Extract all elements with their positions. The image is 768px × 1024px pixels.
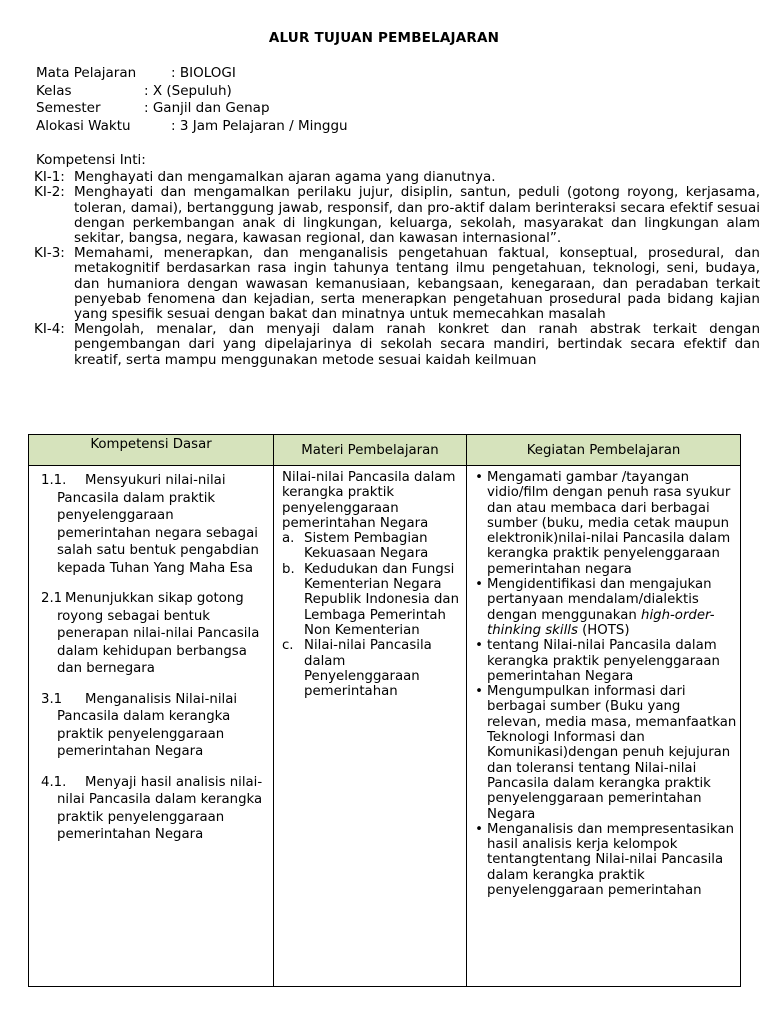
list-item	[282, 531, 460, 562]
list-item	[471, 822, 738, 898]
bullet-icon: •	[475, 577, 483, 593]
ki-text: Menghayati dan mengamalkan ajaran agama yang dianutnya.	[74, 169, 496, 186]
header-kompetensi-dasar: Kompetensi Dasar	[29, 435, 274, 466]
ki-text: Menghayati dan mengamalkan perilaku jujur, disiplin, santun, peduli (gotong royong, kerjasama, toleran, damai), bertanggung jawab, responsif, dan pro-aktif dalam berinteraksi secara efektif sesuai dengan perkembangan anak di lingkungan, keluarga, sekolah, masyarakat dan lingkungan alam sekitar, bangsa, negara, kawasan regional, dan kawasan internasional”.	[74, 184, 760, 247]
list-item	[471, 684, 738, 822]
kegiatan-list	[471, 470, 738, 898]
list-item	[471, 577, 738, 638]
list-text: Mengumpulkan informasi dari berbagai sumber (Buku yang relevan, media masa, memanfaatkan Teknologi Informasi dan Komunikasi)dengan penuh kejujuran dan toleransi tentang Nilai-nilai Pancasila dalam kerangka praktik penyelenggaraan pemerintahan Negara	[487, 684, 737, 822]
meta-label: Semester	[36, 100, 101, 117]
ki-text: Memahami, menerapkan, dan menganalisis pengetahuan faktual, konseptual, prosedural, dan metakognitif berdasarkan rasa ingin tahunya tentang ilmu pengetahuan, teknologi, seni, budaya, dan humaniora dengan wawasan kemanusiaan, kebangsaan, kenegaraan, dan peradaban terkait penyebab fenomena dan kejadian, serta menerapkan pengetahuan prosedural pada bidang kajian yang spesifik sesuai dengan bakat dan minatnya untuk memecahkan masalah	[74, 245, 760, 323]
bullet-icon: •	[475, 821, 483, 837]
list-letter: c.	[282, 638, 294, 654]
kd-text: Menganalisis Nilai-nilai Pancasila dalam kerangka praktik penyelenggaraan pemerintahan Negara	[57, 691, 238, 759]
kd-number: 2.1	[41, 591, 63, 606]
core-competencies-heading: Kompetensi Inti:	[36, 152, 146, 168]
kd-item	[35, 691, 267, 761]
meta-value: : X (Sepuluh)	[144, 82, 232, 99]
materi-cell	[274, 466, 467, 987]
list-text: Nilai-nilai Pancasila dalam Penyelenggaraan pemerintahan	[304, 638, 432, 700]
materi-intro: Nilai-nilai Pancasila dalam kerangka praktik penyelenggaraan pemerintahan Negara	[282, 470, 456, 531]
table-header-row	[29, 435, 741, 466]
ki-text: Mengolah, menalar, dan menyaji dalam ranah konkret dan ranah abstrak terkait dengan pengembangan dari yang dipelajarinya di sekolah secara mandiri, bertindak secara efektif dan kreatif, serta mampu menggunakan metode sesuai kaidah keilmuan	[74, 321, 760, 368]
kd-text: Menunjukkan sikap gotong royong sebagai bentuk penerapan nilai-nilai Pancasila dalam kehidupan berbangsa dan bernegara	[57, 591, 260, 676]
list-item	[282, 638, 460, 699]
list-item	[471, 638, 738, 684]
kd-item	[35, 472, 267, 577]
list-item	[471, 470, 738, 577]
ki-item	[36, 246, 760, 322]
bullet-icon: •	[475, 470, 483, 485]
header-materi: Materi Pembelajaran	[274, 435, 467, 466]
ki-number: KI-3:	[34, 245, 65, 262]
table-row	[29, 466, 741, 987]
kd-number: 3.1	[41, 691, 63, 707]
ki-item	[36, 170, 760, 185]
kd-text: Menyaji hasil analisis nilai-nilai Pancasila dalam kerangka praktik penyelenggaraan pemerintahan Negara	[57, 774, 263, 842]
meta-value: : BIOLOGI	[171, 65, 236, 81]
meta-label: Kelas	[36, 82, 72, 99]
meta-label: Alokasi Waktu	[36, 117, 131, 134]
list-letter: a.	[282, 531, 295, 547]
ki-number: KI-2:	[34, 184, 65, 201]
meta-value: : 3 Jam Pelajaran / Minggu	[171, 117, 348, 134]
meta-label: Mata Pelajaran	[36, 65, 137, 81]
list-text: Kedudukan dan Fungsi Kementerian Negara Republik Indonesia dan Lembaga Pemerintah Non Kementerian	[304, 561, 459, 638]
ki-item	[36, 185, 760, 246]
ki-number: KI-1:	[34, 169, 65, 186]
kegiatan-cell	[467, 466, 741, 987]
kd-item	[35, 590, 267, 678]
list-letter: b.	[282, 561, 295, 577]
kd-item	[35, 774, 267, 844]
list-text: tentang Nilai-nilai Pancasila dalam kerangka praktik penyelenggaraan pemerintahan Negara	[487, 638, 720, 684]
page-title: ALUR TUJUAN PEMBELAJARAN	[268, 30, 500, 46]
core-competencies	[36, 153, 760, 368]
kd-number: 4.1.	[41, 774, 67, 790]
ki-number: KI-4:	[34, 321, 65, 338]
materi-list	[282, 531, 460, 699]
learning-table	[28, 434, 741, 987]
list-text: Sistem Pembagian Kekuasaan Negara	[304, 531, 429, 562]
list-text: Mengamati gambar /tayangan vidio/film dengan penuh rasa syukur dan atau membaca dari berbagai sumber (buku, media cetak maupun elektronik)nilai-nilai Pancasila dalam kerangka praktik penyelenggaraan pemerintahan negara	[487, 470, 731, 577]
kd-number: 1.1.	[41, 473, 67, 488]
bullet-icon: •	[475, 684, 483, 700]
header-kegiatan: Kegiatan Pembelajaran	[467, 435, 741, 466]
list-item	[282, 562, 460, 638]
kd-text: Mensyukuri nilai-nilai Pancasila dalam praktik penyelenggaraan pemerintahan negara sebagai salah satu bentuk pengabdian kepada Tuhan Yang Maha Esa	[57, 473, 259, 576]
ki-item	[36, 322, 760, 368]
kd-cell	[29, 466, 274, 987]
meta-value: : Ganjil dan Genap	[144, 100, 270, 117]
bullet-icon: •	[475, 638, 483, 654]
list-text: Menganalisis dan mempresentasikan hasil analisis kerja kelompok tentangtentang Nilai-nilai Pancasila dalam kerangka praktik penyelenggaraan pemerintahan	[487, 821, 735, 899]
list-text: Mengidentifikasi dan mengajukan pertanyaan mendalam/dialektis dengan menggunakan high-order-thinking skills (HOTS)	[487, 577, 715, 638]
hots-term: high-order-thinking skills	[487, 607, 715, 638]
